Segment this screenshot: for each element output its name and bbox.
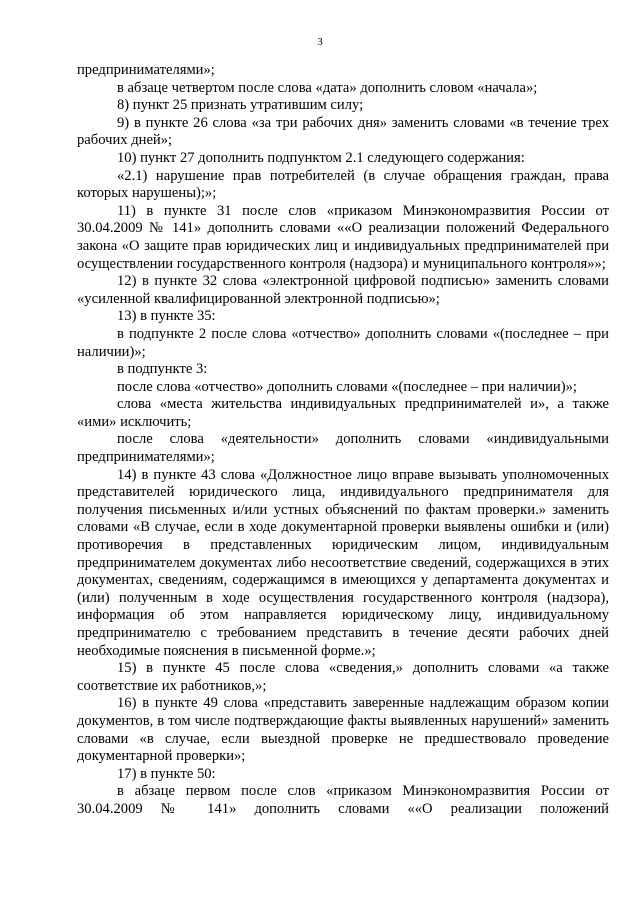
document-body (77, 62, 609, 819)
paragraph: 10) пункт 27 дополнить подпунктом 2.1 следующего содержания: (117, 149, 525, 166)
paragraph: 9) в пункте 26 слова «за три рабочих дня» заменить словами «в течение трех рабочих дней»; (77, 114, 609, 149)
paragraph: предпринимателями»; (77, 62, 215, 78)
paragraph: 8) пункт 25 признать утратившим силу; (117, 97, 364, 114)
paragraph: после слова «отчество» дополнить словами «(последнее – при наличии)»; (117, 378, 577, 395)
paragraph: 14) в пункте 43 слова «Должностное лицо вправе вызывать уполномоченных представителей юридического лица, индивидуального предпринимателя для получения письменных и/или устных объяснений по фактам проверки.» заменить словами «В случае, если в ходе документарной проверки выявлены ошибки и (или) противоречия в представленных юридическим лицом, индивидуальным предпринимателем документах либо несоответствие сведений, содержащихся в этих документах, сведениям, содержащимся в имеющихся у департамента документах и (или) полученным в ходе осуществления государственного контроля (надзора), информация об этом направляется юридическому лицу, индивидуальному предпринимателю с требованием представить в течение десяти рабочих дней необходимые пояснения в письменной форме.»; (77, 466, 609, 659)
paragraph: 11) в пункте 31 после слов «приказом Минэкономразвития России от 30.04.2009 № 141» дополнить словами ««О реализации положений Федерального закона «О защите прав юридических лиц и индивидуальных предпринимателей при осуществлении государственного контроля (надзора) и муниципального контроля»»; (77, 202, 609, 272)
paragraph: в абзаце четвертом после слова «дата» дополнить словом «начала»; (117, 79, 538, 96)
paragraph: в подпункте 3: (117, 361, 208, 378)
paragraph: 12) в пункте 32 слова «электронной цифровой подписью» заменить словами «усиленной квалифицированной электронной подписью»; (77, 273, 609, 307)
paragraph: 15) в пункте 45 после слова «сведения,» дополнить словами «а также соответствие их работников,»; (77, 660, 609, 694)
paragraph: после слова «деятельности» дополнить словами «индивидуальными предпринимателями»; (77, 431, 609, 466)
paragraph: в подпункте 2 после слова «отчество» дополнить словами «(последнее – при наличии)»; (77, 325, 609, 360)
page-number: 3 (317, 36, 323, 48)
paragraph: в абзаце первом после слов «приказом Минэкономразвития России от 30.04.2009 № 141» дополнить словами ««О реализации положений (77, 783, 609, 817)
paragraph: «2.1) нарушение прав потребителей (в случае обращения граждан, права которых нарушены);»; (77, 167, 609, 202)
paragraph: 16) в пункте 49 слова «представить заверенные надлежащим образом копии документов, в том числе подтверждающие факты выявленных нарушений» заменить словами «в случае, если выездной проверке не предшествовало проведение документарной проверки»; (77, 695, 609, 765)
paragraph: слова «места жительства индивидуальных предпринимателей и», а также «ими» исключить; (77, 396, 609, 430)
paragraph: 13) в пункте 35: (117, 308, 216, 325)
paragraph: 17) в пункте 50: (117, 765, 216, 782)
